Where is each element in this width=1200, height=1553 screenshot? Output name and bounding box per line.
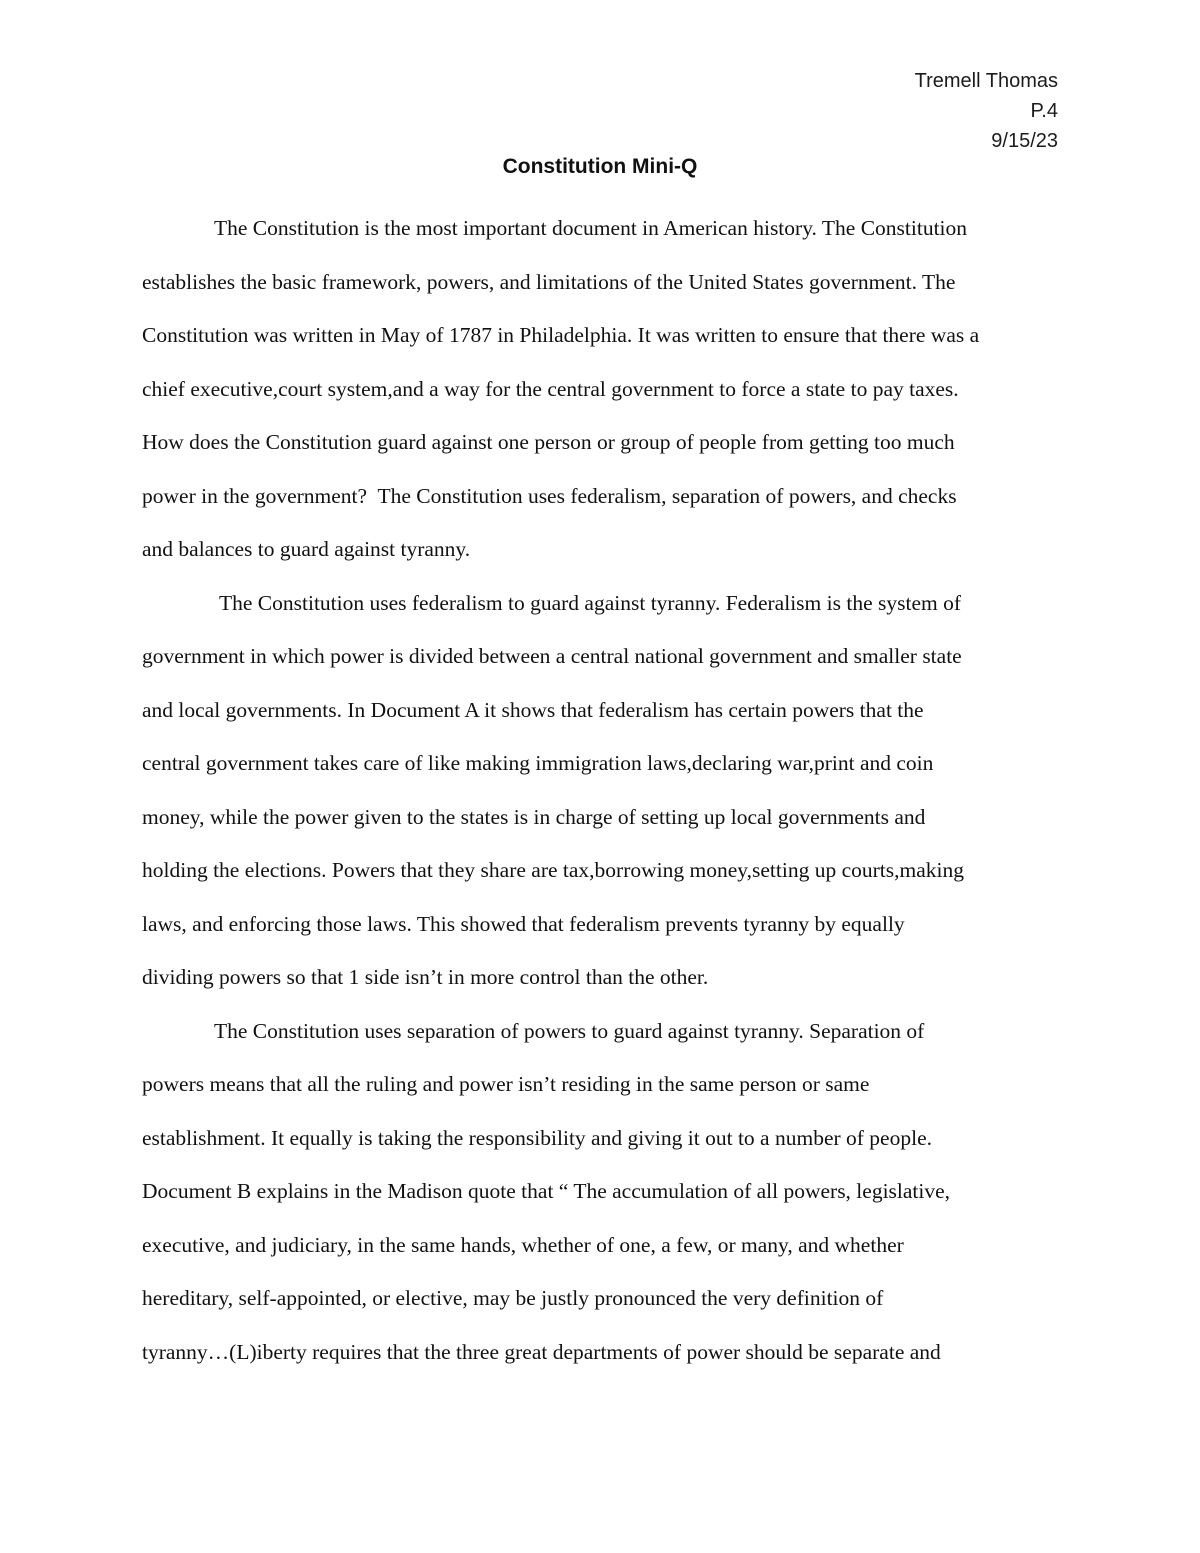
document-title: Constitution Mini-Q — [502, 155, 698, 178]
essay-line: chief executive,court system,and a way for the central government to force a state to pay taxes. — [142, 376, 959, 401]
essay-line: How does the Constitution guard against one person or group of people from getting too much — [142, 430, 955, 454]
essay-line: establishment. It equally is taking the responsibility and giving it out to a number of people. — [142, 1125, 932, 1150]
essay-line: tyranny…(L)iberty requires that the three great departments of power should be separate and — [142, 1339, 941, 1364]
essay-line: holding the elections. Powers that they share are tax,borrowing money,setting up courts,making — [142, 858, 964, 882]
essay-line: establishes the basic framework, powers, and limitations of the United States government. The — [142, 269, 956, 294]
essay-line: The Constitution uses separation of powers to guard against tyranny. Separation of — [214, 1018, 925, 1043]
essay-line: The Constitution uses federalism to guard against tyranny. Federalism is the system of — [214, 590, 961, 615]
essay-line: Document B explains in the Madison quote that “ The accumulation of all powers, legislative, — [142, 1179, 951, 1203]
essay-line: dividing powers so that 1 side isn’t in more control than the other. — [142, 965, 709, 989]
essay-line: Constitution was written in May of 1787 in Philadelphia. It was written to ensure that there was a — [142, 323, 980, 347]
essay-line: executive, and judiciary, in the same hands, whether of one, a few, or many, and whether — [142, 1232, 904, 1257]
essay-line: and balances to guard against tyranny. — [142, 537, 471, 561]
essay-line: and local governments. In Document A it shows that federalism has certain powers that the — [142, 697, 924, 722]
essay-line: laws, and enforcing those laws. This showed that federalism prevents tyranny by equally — [142, 911, 905, 936]
essay-body — [142, 202, 1082, 1379]
essay-line: central government takes care of like making immigration laws,declaring war,print and coin — [142, 751, 934, 775]
essay-line: The Constitution is the most important document in American history. The Constitution — [214, 216, 968, 240]
document-header — [915, 66, 1058, 156]
essay-line: hereditary, self-appointed, or elective, may be justly pronounced the very definition of — [142, 1286, 884, 1310]
essay-line: government in which power is divided between a central national government and smaller state — [142, 644, 962, 668]
essay-line: power in the government? The Constitution uses federalism, separation of powers, and checks — [142, 483, 957, 508]
author-name: Tremell Thomas — [914, 70, 1058, 92]
date: 9/15/23 — [991, 130, 1058, 152]
essay-line: powers means that all the ruling and power isn’t residing in the same person or same — [142, 1072, 870, 1096]
essay-line: money, while the power given to the states is in charge of setting up local governments and — [142, 804, 926, 829]
class-period: P.4 — [1030, 100, 1058, 122]
